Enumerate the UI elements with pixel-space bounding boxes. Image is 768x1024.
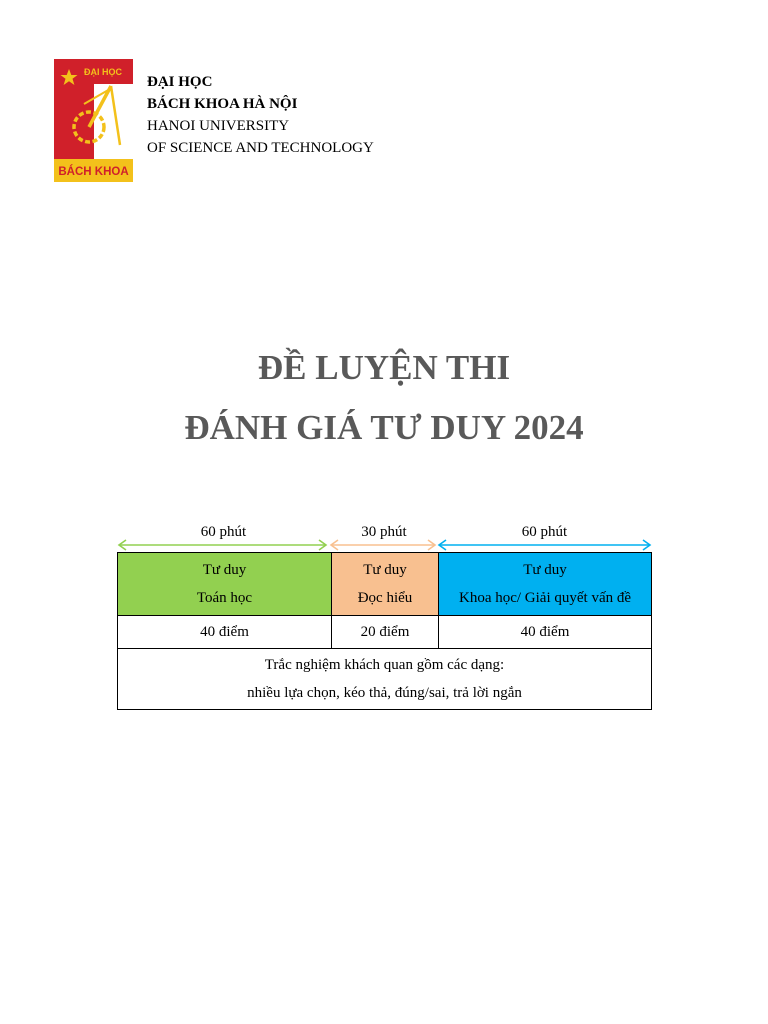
section-cell-math xyxy=(118,553,332,616)
section-science-line-2: Khoa học/ Giải quyết vấn đề xyxy=(458,590,632,606)
section-math-line-2: Toán học xyxy=(196,590,253,606)
note-line-2: nhiều lựa chọn, kéo thả, đúng/sai, trả lời ngắn xyxy=(247,685,522,701)
section-cell-science xyxy=(439,553,652,616)
duration-label-reading: 30 phút xyxy=(361,524,407,540)
header-line-2: BÁCH KHOA HÀ NỘI xyxy=(147,96,298,112)
arrow-reading xyxy=(331,540,435,550)
university-logo xyxy=(54,59,133,182)
svg-text:ĐẠI HỌC: ĐẠI HỌC xyxy=(84,67,122,77)
section-cell-reading xyxy=(332,553,439,616)
points-reading: 20 điểm xyxy=(332,616,439,649)
table-row-sections xyxy=(118,553,652,616)
points-math: 40 điểm xyxy=(118,616,332,649)
section-science-line-1: Tư duy xyxy=(523,562,567,578)
arrow-science xyxy=(439,540,650,550)
table-row-note xyxy=(118,649,652,710)
note-line-1: Trắc nghiệm khách quan gồm các dạng: xyxy=(264,657,505,673)
exam-title-line-2: ĐÁNH GIÁ TƯ DUY 2024 xyxy=(184,408,584,447)
header-line-4: OF SCIENCE AND TECHNOLOGY xyxy=(147,140,374,156)
university-header xyxy=(147,71,374,159)
svg-text:BÁCH KHOA: BÁCH KHOA xyxy=(58,166,129,178)
section-reading-line-1: Tư duy xyxy=(363,562,407,578)
section-reading-line-2: Đọc hiểu xyxy=(357,590,413,606)
table-row-points xyxy=(118,616,652,649)
header-line-3: HANOI UNIVERSITY xyxy=(147,118,290,134)
arrow-math xyxy=(119,540,326,550)
header-line-1: ĐẠI HỌC xyxy=(147,74,213,90)
duration-label-math: 60 phút xyxy=(200,524,247,540)
duration-label-science: 60 phút xyxy=(521,524,568,540)
points-science: 40 điểm xyxy=(439,616,652,649)
section-math-line-1: Tư duy xyxy=(202,562,247,578)
exam-structure-table xyxy=(117,552,652,710)
exam-title-line-1: ĐỀ LUYỆN THI xyxy=(257,348,511,387)
question-format-note xyxy=(118,649,652,710)
